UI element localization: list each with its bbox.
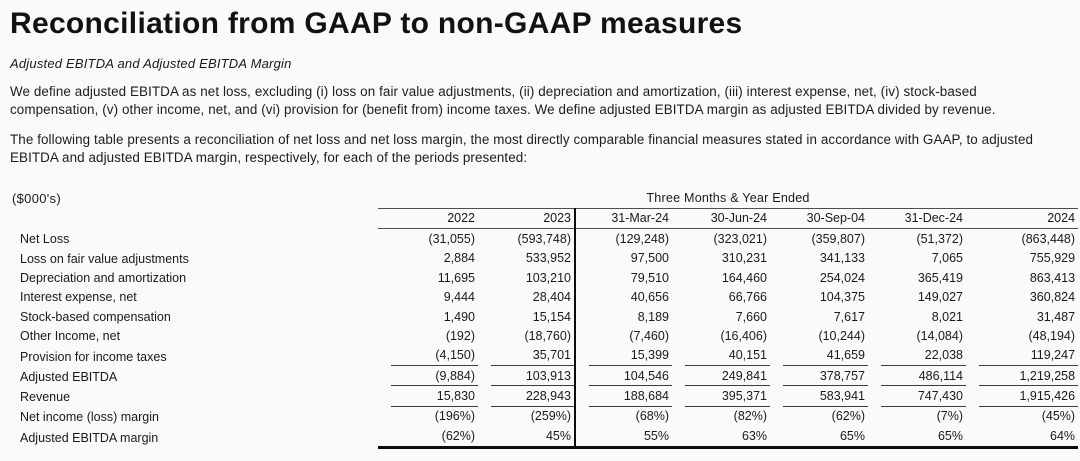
row-label: Interest expense, net xyxy=(20,290,137,305)
row-label: Net income (loss) margin xyxy=(20,409,159,424)
value-cell: 164,460 xyxy=(721,270,767,285)
value-cell: 8,021 xyxy=(931,309,963,324)
row-label: Net Loss xyxy=(20,232,70,247)
value-cell: 486,114 xyxy=(868,366,966,386)
value-cell: 341,133 xyxy=(819,251,865,266)
value-cell: 65% xyxy=(868,426,966,447)
column-header-2024: 2024 xyxy=(966,208,1078,229)
value-cell: (7,460) xyxy=(575,326,672,345)
value-cell: 15,830 xyxy=(378,386,478,406)
value-cell: 188,684 xyxy=(575,386,672,406)
value-cell: (45%) xyxy=(1041,409,1076,424)
table-row xyxy=(10,407,1078,426)
value-cell: (593,748) xyxy=(517,232,571,247)
column-header-31-Mar-24: 31-Mar-24 xyxy=(575,208,672,229)
value-cell: 103,210 xyxy=(525,270,571,285)
value-cell: (4,150) xyxy=(378,346,478,366)
value-cell: (14,084) xyxy=(916,328,963,343)
value-cell: 254,024 xyxy=(819,270,865,285)
row-label: Loss on fair value adjustments xyxy=(20,251,189,266)
value-cell: 28,404 xyxy=(532,290,571,305)
page-title: Reconciliation from GAAP to non-GAAP measures xyxy=(10,7,743,40)
value-cell: (323,021) xyxy=(713,232,767,247)
section-subtitle: Adjusted EBITDA and Adjusted EBITDA Margin xyxy=(10,56,292,71)
value-cell: 41,659 xyxy=(770,346,868,366)
table-row xyxy=(10,249,1078,268)
row-label: Provision for income taxes xyxy=(20,349,167,364)
value-cell: 310,231 xyxy=(721,251,767,266)
column-header-30-Jun-24: 30-Jun-24 xyxy=(672,208,770,229)
value-cell: (51,372) xyxy=(916,232,963,247)
row-label: Adjusted EBITDA margin xyxy=(20,430,159,445)
column-header-31-Dec-24: 31-Dec-24 xyxy=(868,208,966,229)
value-cell: (48,194) xyxy=(1028,328,1076,343)
row-label: Other Income, net xyxy=(20,329,121,344)
value-cell: 9,444 xyxy=(443,290,475,305)
value-cell: (192) xyxy=(445,328,475,343)
table-row xyxy=(10,307,1078,326)
value-cell: 1,915,426 xyxy=(966,386,1078,406)
value-cell: (863,448) xyxy=(1021,232,1076,247)
value-cell: 755,929 xyxy=(1029,251,1076,266)
value-cell: (18,760) xyxy=(524,328,571,343)
value-cell: 1,490 xyxy=(443,309,475,324)
value-cell: (259%) xyxy=(530,409,571,424)
value-cell: 8,189 xyxy=(575,307,672,326)
value-cell: 583,941 xyxy=(770,386,868,406)
row-label: Adjusted EBITDA xyxy=(20,369,118,384)
ebitda-definition-paragraph: We define adjusted EBITDA as net loss, excluding (i) loss on fair value adjustments, (ii) depreciation and amortization, (iii) interest expense, net, (iv) stock-based compensation, (v) other income, net, and (vi) provision for (benefit from) income taxes. We define adjusted EBITDA margin as adjusted EBITDA divided by revenue. xyxy=(10,84,996,117)
value-cell: (7%) xyxy=(936,409,963,424)
column-header-2022: 2022 xyxy=(378,208,478,229)
table-intro-paragraph: The following table presents a reconciliation of net loss and net loss margin, the most directly comparable financial measures stated in accordance with GAAP, to adjusted EBITDA and adjusted EBITDA margin, respectively, for each of the periods presented: xyxy=(10,132,1034,165)
value-cell: 63% xyxy=(672,426,770,447)
table-row xyxy=(10,326,1078,345)
value-cell: 395,371 xyxy=(672,386,770,406)
value-cell: 360,824 xyxy=(1029,290,1076,305)
empty-header-cell xyxy=(10,208,378,229)
value-cell: 103,913 xyxy=(478,366,575,386)
value-cell: 66,766 xyxy=(728,290,767,305)
value-cell: (82%) xyxy=(733,409,767,424)
table-row xyxy=(10,268,1078,287)
row-label: Depreciation and amortization xyxy=(20,271,187,285)
column-header-30-Sep-04: 30-Sep-04 xyxy=(770,208,868,229)
row-label: Revenue xyxy=(20,390,71,405)
value-cell: (68%) xyxy=(575,407,672,426)
period-spanner-row xyxy=(10,188,1078,208)
value-cell: (31,055) xyxy=(428,232,475,247)
units-label: ($000's) xyxy=(12,190,61,206)
value-cell: (359,807) xyxy=(811,232,865,247)
value-cell: 104,546 xyxy=(575,366,672,386)
value-cell: (10,244) xyxy=(818,328,865,343)
row-label: Stock-based compensation xyxy=(20,309,171,324)
value-cell: 35,701 xyxy=(478,346,575,366)
value-cell: 15,154 xyxy=(532,309,571,324)
table-row xyxy=(10,366,1078,386)
reconciliation-table xyxy=(10,188,1078,448)
value-cell: 65% xyxy=(770,426,868,447)
value-cell: 533,952 xyxy=(525,251,571,266)
value-cell: (196%) xyxy=(434,409,475,424)
value-cell: (9,884) xyxy=(378,366,478,386)
value-cell: 104,375 xyxy=(819,290,865,305)
value-cell: 55% xyxy=(575,426,672,447)
value-cell: (16,406) xyxy=(720,328,767,343)
value-cell: 79,510 xyxy=(575,268,672,287)
period-spanner-label: Three Months & Year Ended xyxy=(646,190,810,205)
value-cell: 149,027 xyxy=(917,290,963,305)
value-cell: 22,038 xyxy=(868,346,966,366)
value-cell: (62%) xyxy=(831,409,865,424)
value-cell: 747,430 xyxy=(868,386,966,406)
table-row xyxy=(10,346,1078,366)
value-cell: 119,247 xyxy=(966,346,1078,366)
table-row xyxy=(10,288,1078,307)
value-cell: 7,617 xyxy=(833,309,865,324)
value-cell: 97,500 xyxy=(575,249,672,268)
value-cell: 1,219,258 xyxy=(966,366,1078,386)
table-row xyxy=(10,386,1078,406)
value-cell: 249,841 xyxy=(672,366,770,386)
column-header-row xyxy=(10,208,1078,229)
value-cell: 7,660 xyxy=(735,309,767,324)
value-cell: 7,065 xyxy=(931,251,963,266)
value-cell: (62%) xyxy=(378,426,478,447)
value-cell: (129,248) xyxy=(575,229,672,249)
value-cell: 45% xyxy=(478,426,575,447)
value-cell: 31,487 xyxy=(1036,309,1076,324)
value-cell: 863,413 xyxy=(1029,270,1076,285)
value-cell: 365,419 xyxy=(917,270,963,285)
value-cell: 40,151 xyxy=(672,346,770,366)
column-header-2023: 2023 xyxy=(478,208,575,229)
table-row xyxy=(10,229,1078,249)
value-cell: 11,695 xyxy=(437,270,475,285)
value-cell: 40,656 xyxy=(575,288,672,307)
value-cell: 64% xyxy=(966,426,1078,447)
value-cell: 228,943 xyxy=(478,386,575,406)
value-cell: 378,757 xyxy=(770,366,868,386)
value-cell: 15,399 xyxy=(575,346,672,366)
value-cell: 2,884 xyxy=(443,251,475,266)
table-row xyxy=(10,426,1078,447)
